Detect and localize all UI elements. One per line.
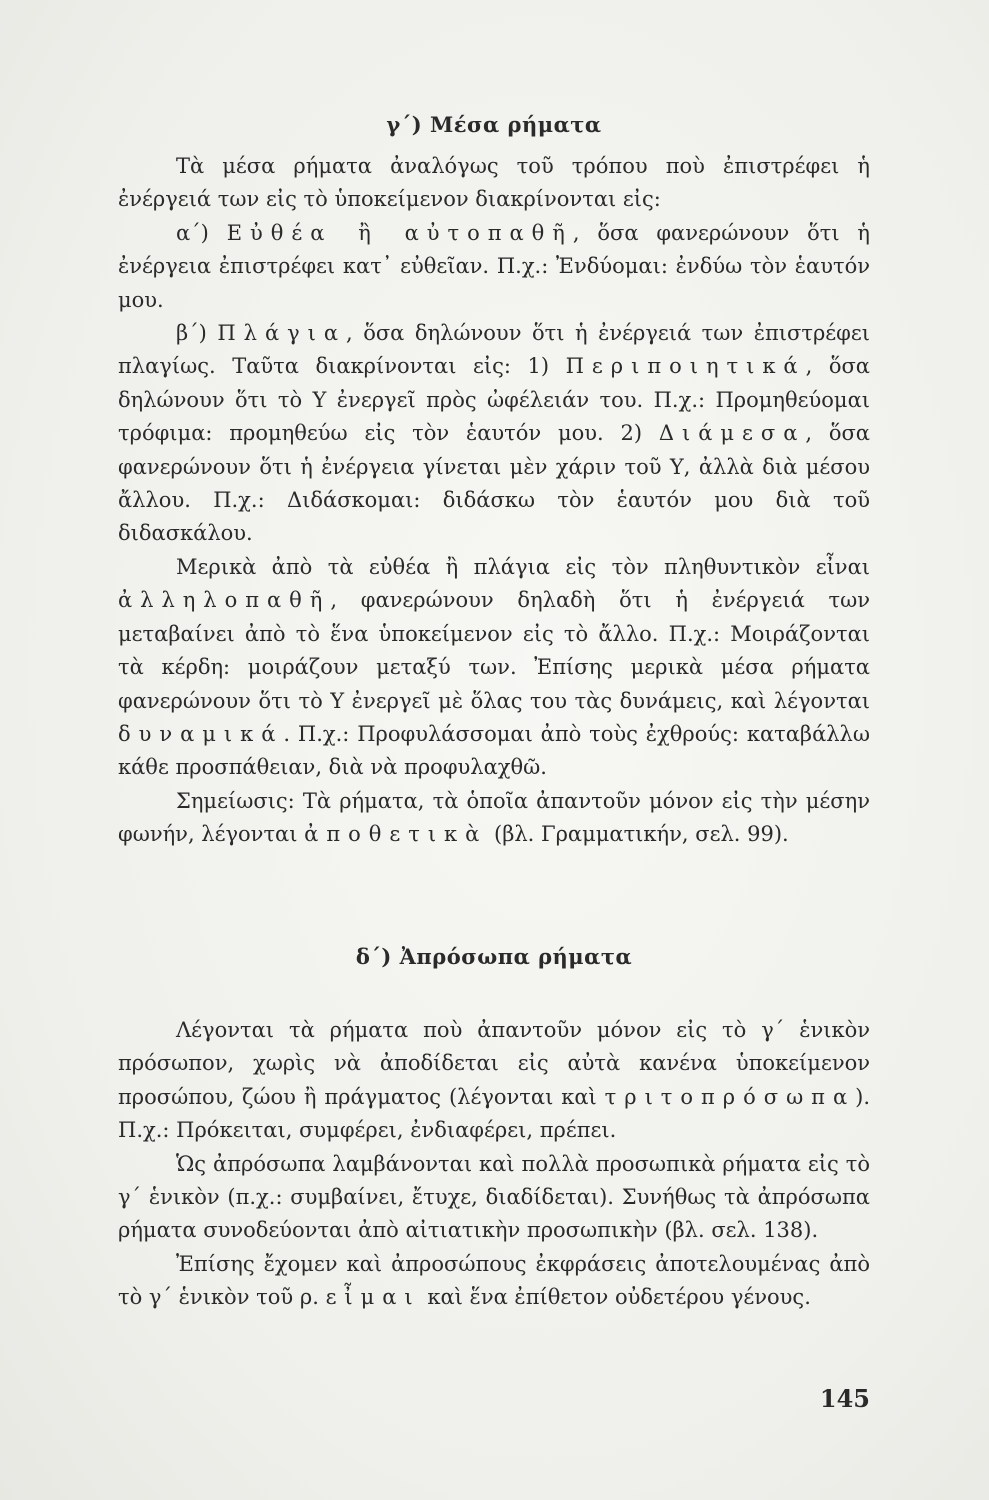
page-number: 145	[819, 1384, 870, 1413]
item-label: β΄)	[176, 321, 207, 346]
note-paragraph	[118, 785, 870, 852]
paragraph-text: , ὅσα φανερώνουν ὅτι ἡ ἐνέργεια ἐπιστρέφει κατ᾽ εὐθεῖαν. Π.χ.: Ἐνδύομαι: ἐνδύω τὸν ἑαυτόν μου.	[118, 220, 870, 312]
paragraph: Ὡς ἀπρόσωπα λαμβάνονται καὶ πολλὰ προσωπικὰ ρήματα εἰς τὸ γ΄ ἑνικὸν (π.χ.: συμβαίνει, ἔτυχε, διαδίδεται). Συνήθως τὰ ἀπρόσωπα ρήματα συνοδεύονται ἀπὸ αἰτιατικὴν προσωπικὴν (βλ. σελ. 138).	[118, 1151, 870, 1243]
paragraph-text: (βλ. Γραμματικήν, σελ. 99).	[494, 822, 789, 847]
paragraph	[118, 217, 870, 317]
section-heading-impersonal-verbs: δ΄) Ἀπρόσωπα ρήματα	[355, 944, 633, 969]
paragraph	[118, 317, 870, 551]
emphasized-term: τριτοπρόσωπα	[604, 1084, 856, 1109]
paragraph	[118, 1014, 870, 1148]
emphasized-term: ἀποθετικὰ	[304, 822, 488, 847]
paragraph-text: Ἐπίσης ἔχομεν καὶ ἀπροσώπους ἐκφράσεις ἀποτελουμένας ἀπὸ τὸ γ΄ ἑνικὸν τοῦ ρ.	[118, 1251, 870, 1310]
paragraph-text: καὶ ἕνα ἐπίθετον οὐδετέρου γένους.	[427, 1285, 811, 1310]
emphasized-term: Εὐθέα ἢ αὐτοπαθῆ	[226, 220, 573, 245]
emphasized-term: Διάμεσα	[658, 421, 806, 446]
section-middle-verbs-body	[118, 150, 870, 852]
emphasized-term: δυναμικά	[118, 721, 284, 746]
paragraph-text: , ὅσα δηλώνουν ὅτι ἡ ἐνέργειά των ἐπιστρέφει πλαγίως. Ταῦτα διακρίνονται εἰς: 1)	[118, 321, 870, 379]
emphasized-term: ἀλληλοπαθῆ	[118, 588, 331, 613]
item-label: α΄)	[176, 220, 209, 245]
paragraph	[118, 551, 870, 785]
paragraph-text: Σημείωσις: Τὰ ρήματα, τὰ ὁποῖα ἀπαντοῦν μόνον εἰς τὴν μέσην φωνήν, λέγονται	[118, 788, 870, 847]
paragraph	[118, 1248, 870, 1315]
paragraph-text: Λέγονται τὰ ρήματα ποὺ ἀπαντοῦν μόνον εἰς τὸ γ΄ ἑνικὸν πρόσωπον, χωρὶς νὰ ἀποδίδεται εἰς αὐτὰ κανένα ὑποκείμενον προσώπου, ζώου ἢ πράγματος (λέγονται καὶ	[118, 1018, 870, 1109]
paragraph-text: . Π.χ.: Προφυλάσσομαι ἀπὸ τοὺς ἐχθρούς: καταβάλλω κάθε προσπάθειαν, διὰ νὰ προφυλαχθῶ.	[118, 721, 870, 780]
section-heading-middle-verbs: γ΄) Μέσα ρήματα	[386, 112, 602, 137]
section-impersonal-verbs-body	[118, 1014, 870, 1315]
emphasized-term: Περιποιητικά	[565, 354, 806, 379]
emphasized-term: Πλάγια	[217, 321, 347, 346]
paragraph-text: , ὅσα φανερώνουν ὅτι ἡ ἐνέργεια γίνεται μὲν χάριν τοῦ Υ, ἀλλὰ διὰ μέσου ἄλλου. Π.χ.: Διδάσκομαι: διδάσκω τὸν ἑαυτόν μου διὰ τοῦ διδασκάλου.	[118, 421, 870, 546]
paragraph: Τὰ μέσα ρήματα ἀναλόγως τοῦ τρόπου ποὺ ἐπιστρέφει ἡ ἐνέργειά των εἰς τὸ ὑποκείμενον διακρίνονται εἰς:	[118, 154, 870, 212]
paragraph-text: ). Π.χ.: Πρόκειται, συμφέρει, ἐνδιαφέρει, πρέπει.	[118, 1084, 870, 1143]
paragraph-text: Μερικὰ ἀπὸ τὰ εὐθέα ἢ πλάγια εἰς τὸν πληθυντικὸν εἶναι	[176, 554, 870, 579]
paragraph-text: , ὅσα δηλώνουν ὅτι τὸ Υ ἐνεργεῖ πρὸς ὠφέλειάν του. Π.χ.: Προμηθεύομαι τρόφιμα: προμηθεύω εἰς τὸν ἑαυτόν μου. 2)	[118, 354, 870, 446]
paragraph-text: , φανερώνουν δηλαδὴ ὅτι ἡ ἐνέργειά των μεταβαίνει ἀπὸ τὸ ἕνα ὑποκείμενον εἰς τὸ ἄλλο. Π.χ.: Μοιράζονται τὰ κέρδη: μοιράζουν μεταξύ των. Ἐπίσης μερικὰ μέσα ρήματα φανερώνουν ὅτι τὸ Υ ἐνεργεῖ μὲ ὅλας του τὰς δυνάμεις, καὶ λέγονται	[118, 588, 870, 713]
emphasized-term: εἶμαι	[325, 1285, 421, 1310]
